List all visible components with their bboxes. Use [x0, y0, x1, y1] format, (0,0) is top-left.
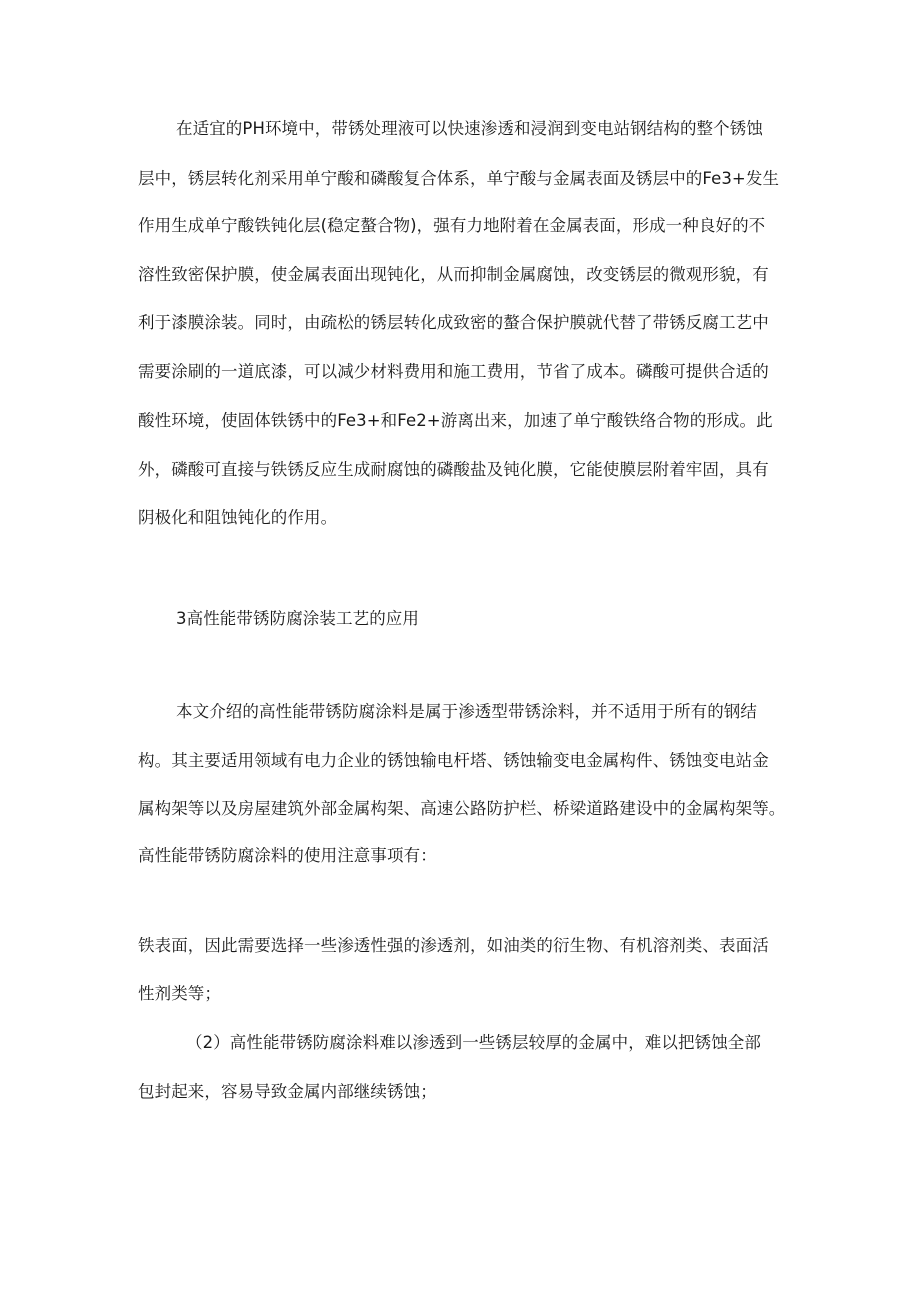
paragraph-2-line-4: 高性能带锈防腐涂料的使用注意事项有： — [138, 846, 437, 865]
paragraph-1-line-8: 外，磷酸可直接与铁锈反应生成耐腐蚀的磷酸盐及钝化膜，它能使膜层附着牢固，具有 — [138, 460, 769, 479]
paragraph-1-line-9: 阴极化和阻蚀钝化的作用。 — [138, 508, 338, 527]
section-heading: 3高性能带锈防腐涂装工艺的应用 — [176, 609, 419, 628]
paragraph-4-line-2: 包封起来，容易导致金属内部继续锈蚀； — [138, 1082, 437, 1101]
paragraph-3-line-2: 性剂类等； — [138, 984, 221, 1003]
paragraph-4-line-1: （2）高性能带锈防腐涂料难以渗透到一些锈层较厚的金属中，难以把锈蚀全部 — [186, 1033, 761, 1052]
paragraph-1-line-7: 酸性环境，使固体铁锈中的Fe3+和Fe2+游离出来，加速了单宁酸铁络合物的形成。此 — [138, 411, 773, 430]
paragraph-2-line-2: 构。其主要适用领域有电力企业的锈蚀输电杆塔、锈蚀输变电金属构件、锈蚀变电站金 — [138, 751, 769, 770]
paragraph-1-line-2: 层中，锈层转化剂采用单宁酸和磷酸复合体系，单宁酸与金属表面及锈层中的Fe3+发生 — [138, 169, 780, 188]
paragraph-1-line-1: 在适宜的PH环境中，带锈处理液可以快速渗透和浸润到变电站钢结构的整个锈蚀 — [176, 119, 763, 138]
paragraph-1-line-4: 溶性致密保护膜，使金属表面出现钝化，从而抑制金属腐蚀，改变锈层的微观形貌，有 — [138, 265, 769, 284]
paragraph-1-line-5: 利于漆膜涂装。同时，由疏松的锈层转化成致密的螯合保护膜就代替了带锈反腐工艺中 — [138, 313, 769, 332]
paragraph-2-line-3: 属构架等以及房屋建筑外部金属构架、高速公路防护栏、桥梁道路建设中的金属构架等。 — [138, 799, 786, 818]
paragraph-1-line-6: 需要涂刷的一道底漆，可以减少材料费用和施工费用，节省了成本。磷酸可提供合适的 — [138, 362, 769, 381]
paragraph-2-line-1: 本文介绍的高性能带锈防腐涂料是属于渗透型带锈涂料，并不适用于所有的钢结 — [176, 702, 757, 721]
paragraph-1-line-3: 作用生成单宁酸铁钝化层(稳定螯合物)，强有力地附着在金属表面，形成一种良好的不 — [138, 216, 766, 235]
paragraph-3-line-1: 铁表面，因此需要选择一些渗透性强的渗透剂，如油类的衍生物、有机溶剂类、表面活 — [138, 936, 769, 955]
